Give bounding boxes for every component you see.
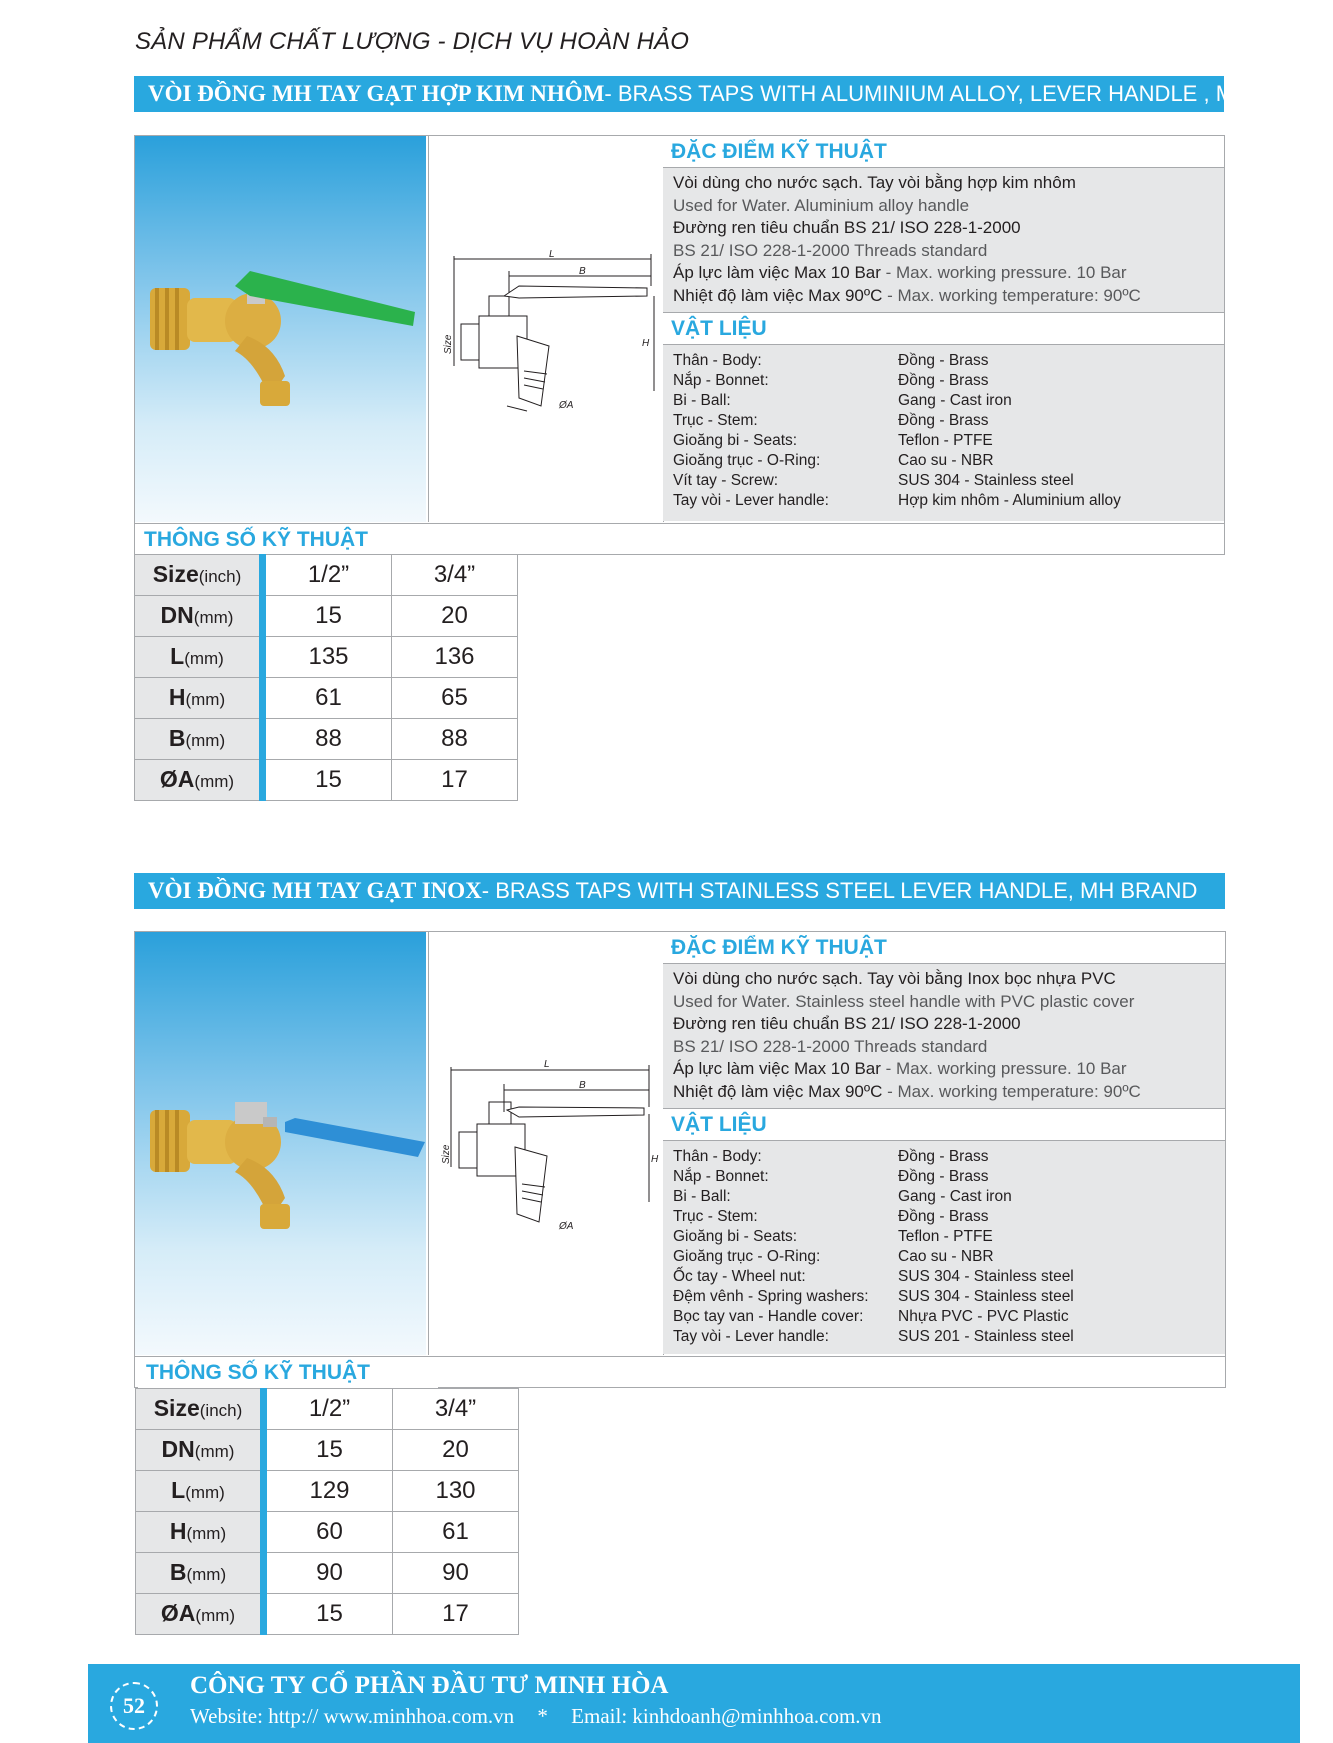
material-row xyxy=(663,1307,1225,1327)
product2-params-title: THÔNG SỐ KỸ THUẬT xyxy=(138,1357,438,1389)
cell-value: 88 xyxy=(392,719,518,760)
material-value: Đồng - Brass xyxy=(898,1208,989,1225)
material-value: Cao su - NBR xyxy=(898,452,994,469)
svg-text:Size: Size xyxy=(443,334,454,354)
product2-title-vi: VÒI ĐỒNG MH TAY GẠT INOX xyxy=(148,878,482,903)
cell-value: 20 xyxy=(393,1430,519,1471)
svg-text:B: B xyxy=(579,266,586,277)
svg-text:L: L xyxy=(549,249,555,260)
material-value: Nhựa PVC - PVC Plastic xyxy=(898,1308,1069,1325)
material-row xyxy=(663,471,1224,491)
product2-title-banner xyxy=(134,873,1225,909)
svg-text:ØA: ØA xyxy=(559,1221,574,1232)
material-part: Gioăng bi - Seats: xyxy=(673,432,798,449)
material-part: Trục - Stem: xyxy=(673,412,758,429)
material-value: Đồng - Brass xyxy=(898,1148,989,1165)
product1-params-title: THÔNG SỐ KỸ THUẬT xyxy=(136,524,436,556)
table-row xyxy=(135,719,518,760)
row-label: L(mm) xyxy=(136,1471,264,1512)
product2-photo xyxy=(135,932,426,1355)
material-value: Đồng - Brass xyxy=(898,372,989,389)
material-value: Đồng - Brass xyxy=(898,352,989,369)
cell-value: 135 xyxy=(263,637,392,678)
material-row xyxy=(663,1327,1225,1347)
footer xyxy=(88,1664,1300,1743)
cell-value: 15 xyxy=(264,1430,393,1471)
material-value: Hợp kim nhôm - Aluminium alloy xyxy=(898,492,1121,509)
product1-title-vi: VÒI ĐỒNG MH TAY GẠT HỢP KIM NHÔM xyxy=(148,81,605,106)
row-label: B(mm) xyxy=(135,719,263,760)
material-part: Tay vòi - Lever handle: xyxy=(673,1328,829,1345)
material-part: Vít tay - Screw: xyxy=(673,472,779,489)
product2-title-en: - BRASS TAPS WITH STAINLESS STEEL LEVER HANDLE, MH BRAND xyxy=(481,878,1198,903)
cell-value: 88 xyxy=(263,719,392,760)
product1-materials-box xyxy=(663,345,1224,521)
material-part: Gioăng trục - O-Ring: xyxy=(673,1248,821,1265)
table-row xyxy=(135,555,518,596)
product1-specs-title: ĐẶC ĐIỂM KỸ THUẬT xyxy=(663,136,1224,168)
spec-line: Used for Water. Aluminium alloy handle xyxy=(673,195,970,215)
table-row xyxy=(136,1553,519,1594)
cell-value: 15 xyxy=(264,1594,393,1635)
material-row xyxy=(663,351,1224,371)
material-row xyxy=(663,1227,1225,1247)
cell-value: 61 xyxy=(393,1512,519,1553)
material-value: Đồng - Brass xyxy=(898,412,989,429)
spec-line: BS 21/ ISO 228-1-2000 Threads standard xyxy=(673,1036,988,1056)
material-row xyxy=(663,1287,1225,1307)
product1-diagram xyxy=(428,136,664,522)
material-row xyxy=(663,451,1224,471)
cell-value: 17 xyxy=(393,1594,519,1635)
cell-value: 1/2” xyxy=(263,555,392,596)
spec-line: Nhiệt độ làm việc Max 90ºC - Max. working temperature: 90ºC xyxy=(673,1081,1141,1101)
separator: * xyxy=(537,1704,548,1728)
material-value: SUS 304 - Stainless steel xyxy=(898,1268,1074,1285)
row-label: Size(inch) xyxy=(136,1389,264,1430)
tagline: SẢN PHẨM CHẤT LƯỢNG - DỊCH VỤ HOÀN HẢO xyxy=(135,28,690,55)
material-row xyxy=(663,1187,1225,1207)
product2-materials-title: VẬT LIỆU xyxy=(663,1109,1225,1141)
cell-value: 15 xyxy=(263,596,392,637)
material-part: Đệm vênh - Spring washers: xyxy=(673,1288,869,1305)
material-part: Bi - Ball: xyxy=(673,1188,731,1205)
row-label: ØA(mm) xyxy=(136,1594,264,1635)
row-label: DN(mm) xyxy=(136,1430,264,1471)
spec-line: Vòi dùng cho nước sạch. Tay vòi bằng hợp kim nhôm xyxy=(673,173,1076,192)
material-row xyxy=(663,1147,1225,1167)
table-row xyxy=(135,678,518,719)
cell-value: 90 xyxy=(264,1553,393,1594)
spec-line: Nhiệt độ làm việc Max 90ºC - Max. working temperature: 90ºC xyxy=(673,285,1141,305)
material-row xyxy=(663,1167,1225,1187)
material-row xyxy=(663,1247,1225,1267)
product2-specs-title: ĐẶC ĐIỂM KỸ THUẬT xyxy=(663,932,1225,964)
cell-value: 90 xyxy=(393,1553,519,1594)
svg-text:Size: Size xyxy=(441,1144,452,1164)
material-row xyxy=(663,411,1224,431)
material-value: SUS 201 - Stainless steel xyxy=(898,1328,1074,1345)
material-row xyxy=(663,371,1224,391)
table-row xyxy=(135,637,518,678)
material-value: Đồng - Brass xyxy=(898,1168,989,1185)
dimension-drawing-icon xyxy=(429,932,663,1355)
svg-text:H: H xyxy=(642,338,650,349)
material-part: Thân - Body: xyxy=(673,352,762,369)
cell-value: 65 xyxy=(392,678,518,719)
product2-specs-box xyxy=(663,964,1225,1109)
table-row xyxy=(136,1389,519,1430)
company-name: CÔNG TY CỔ PHẦN ĐẦU TƯ MINH HÒA xyxy=(190,1672,669,1699)
product1-spec-table xyxy=(134,554,518,801)
lever-handle xyxy=(285,1118,425,1157)
row-label: L(mm) xyxy=(135,637,263,678)
website-link[interactable]: Website: http:// www.minhhoa.com.vn xyxy=(190,1704,515,1728)
cell-value: 15 xyxy=(263,760,392,801)
table-row xyxy=(136,1512,519,1553)
spec-line: Vòi dùng cho nước sạch. Tay vòi bằng Inox bọc nhựa PVC xyxy=(673,969,1116,988)
table-row xyxy=(135,596,518,637)
material-part: Gioăng trục - O-Ring: xyxy=(673,452,821,469)
product2-spec-table xyxy=(135,1388,519,1635)
product1-photo xyxy=(135,136,426,522)
svg-text:B: B xyxy=(579,1080,586,1091)
spec-line: Used for Water. Stainless steel handle with PVC plastic cover xyxy=(673,991,1135,1011)
cell-value: 17 xyxy=(392,760,518,801)
svg-text:L: L xyxy=(544,1059,550,1070)
material-part: Nắp - Bonnet: xyxy=(673,1168,769,1185)
material-part: Bọc tay van - Handle cover: xyxy=(673,1308,864,1325)
product1-specs-box xyxy=(663,168,1224,313)
row-label: ØA(mm) xyxy=(135,760,263,801)
cell-value: 60 xyxy=(264,1512,393,1553)
table-row xyxy=(136,1471,519,1512)
row-label: DN(mm) xyxy=(135,596,263,637)
material-value: Gang - Cast iron xyxy=(898,392,1012,409)
spec-line: Áp lực làm việc Max 10 Bar - Max. working pressure. 10 Bar xyxy=(673,263,1127,282)
product2-diagram xyxy=(428,932,664,1355)
spec-line: Đường ren tiêu chuẩn BS 21/ ISO 228-1-2000 xyxy=(673,1014,1021,1033)
svg-text:ØA: ØA xyxy=(559,400,574,411)
email-link[interactable]: Email: kinhdoanh@minhhoa.com.vn xyxy=(571,1704,882,1728)
material-part: Nắp - Bonnet: xyxy=(673,372,769,389)
product1-title-banner xyxy=(134,76,1333,112)
svg-text:H: H xyxy=(651,1154,659,1165)
cell-value: 3/4” xyxy=(393,1389,519,1430)
material-value: Cao su - NBR xyxy=(898,1248,994,1265)
material-value: SUS 304 - Stainless steel xyxy=(898,1288,1074,1305)
spec-line: Đường ren tiêu chuẩn BS 21/ ISO 228-1-2000 xyxy=(673,218,1021,237)
material-row xyxy=(663,1267,1225,1287)
material-part: Ốc tay - Wheel nut: xyxy=(673,1268,806,1285)
material-value: Teflon - PTFE xyxy=(898,432,993,449)
dimension-drawing-icon xyxy=(429,136,663,522)
material-row xyxy=(663,431,1224,451)
table-row xyxy=(135,760,518,801)
product2-materials-box xyxy=(663,1141,1225,1354)
product2-spec-column xyxy=(663,932,1225,1355)
material-part: Tay vòi - Lever handle: xyxy=(673,492,829,509)
cell-value: 3/4” xyxy=(392,555,518,596)
product1-spec-column xyxy=(663,136,1224,522)
material-row xyxy=(663,491,1224,511)
material-row xyxy=(663,391,1224,411)
material-part: Bi - Ball: xyxy=(673,392,731,409)
spec-line: Áp lực làm việc Max 10 Bar - Max. working pressure. 10 Bar xyxy=(673,1059,1127,1078)
material-part: Thân - Body: xyxy=(673,1148,762,1165)
cell-value: 129 xyxy=(264,1471,393,1512)
cell-value: 1/2” xyxy=(264,1389,393,1430)
table-row xyxy=(136,1430,519,1471)
contact-line xyxy=(190,1704,882,1729)
row-label: H(mm) xyxy=(136,1512,264,1553)
cell-value: 61 xyxy=(263,678,392,719)
material-part: Gioăng bi - Seats: xyxy=(673,1228,798,1245)
material-part: Trục - Stem: xyxy=(673,1208,758,1225)
row-label: H(mm) xyxy=(135,678,263,719)
cell-value: 20 xyxy=(392,596,518,637)
page-number-badge: 52 xyxy=(110,1682,158,1730)
tap-photo-icon xyxy=(135,932,426,1355)
product1-title-en: - BRASS TAPS WITH ALUMINIUM ALLOY, LEVER HANDLE , MH BRAND xyxy=(604,81,1333,106)
material-row xyxy=(663,1207,1225,1227)
row-label: Size(inch) xyxy=(135,555,263,596)
material-value: Gang - Cast iron xyxy=(898,1188,1012,1205)
tap-photo-icon xyxy=(135,136,426,522)
material-value: Teflon - PTFE xyxy=(898,1228,993,1245)
product1-materials-title: VẬT LIỆU xyxy=(663,313,1224,345)
cell-value: 136 xyxy=(392,637,518,678)
row-label: B(mm) xyxy=(136,1553,264,1594)
table-row xyxy=(136,1594,519,1635)
cell-value: 130 xyxy=(393,1471,519,1512)
material-value: SUS 304 - Stainless steel xyxy=(898,472,1074,489)
spec-line: BS 21/ ISO 228-1-2000 Threads standard xyxy=(673,240,988,260)
